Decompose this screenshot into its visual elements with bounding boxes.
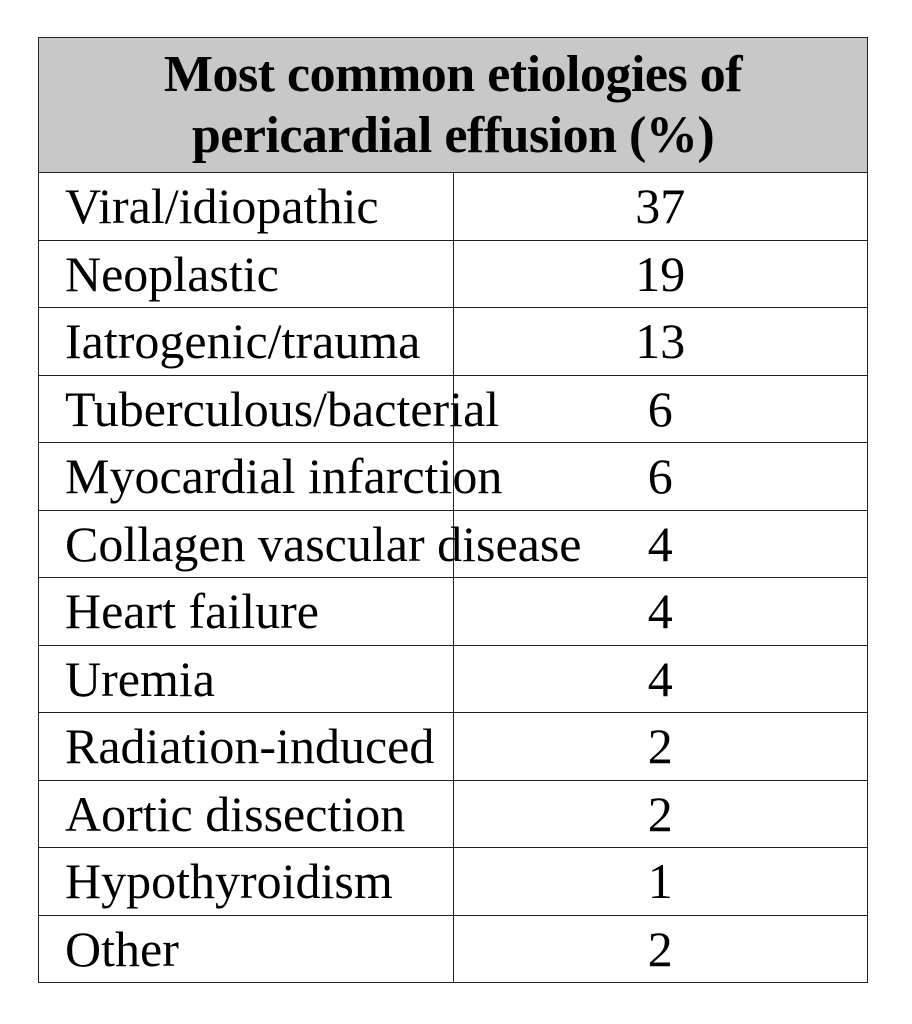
etiology-percent: 4 (453, 510, 868, 578)
etiology-label: Uremia (39, 645, 454, 713)
table-row (39, 240, 868, 308)
etiologies-table (38, 37, 868, 983)
etiology-percent: 37 (453, 173, 868, 241)
etiology-label: Hypothyroidism (39, 848, 454, 916)
table-row (39, 308, 868, 376)
etiology-label: Tuberculous/bacterial (39, 375, 454, 443)
etiology-percent: 6 (453, 375, 868, 443)
table-title-line-2: pericardial effusion (%) (191, 107, 715, 164)
table-title (39, 38, 868, 173)
table-row (39, 578, 868, 646)
etiology-label: Viral/idiopathic (39, 173, 454, 241)
etiology-label: Collagen vascular disease (39, 510, 454, 578)
table-row (39, 713, 868, 781)
etiology-label: Other (39, 915, 454, 983)
etiologies-table-container (38, 37, 868, 983)
etiology-percent: 6 (453, 443, 868, 511)
etiology-label: Heart failure (39, 578, 454, 646)
etiology-label: Radiation-induced (39, 713, 454, 781)
table-title-line-1: Most common etiologies of (163, 46, 743, 103)
etiology-label: Neoplastic (39, 240, 454, 308)
table-row (39, 375, 868, 443)
etiology-label: Aortic dissection (39, 780, 454, 848)
etiology-percent: 13 (453, 308, 868, 376)
table-row (39, 443, 868, 511)
table-row (39, 780, 868, 848)
table-row (39, 645, 868, 713)
table-row (39, 510, 868, 578)
etiology-percent: 2 (453, 780, 868, 848)
etiology-label: Myocardial infarction (39, 443, 454, 511)
etiology-label: Iatrogenic/trauma (39, 308, 454, 376)
table-row (39, 915, 868, 983)
etiology-percent: 4 (453, 578, 868, 646)
etiology-percent: 4 (453, 645, 868, 713)
etiology-percent: 1 (453, 848, 868, 916)
etiology-percent: 19 (453, 240, 868, 308)
table-header-row (39, 38, 868, 173)
table-row (39, 173, 868, 241)
etiology-percent: 2 (453, 713, 868, 781)
table-row (39, 848, 868, 916)
etiology-percent: 2 (453, 915, 868, 983)
